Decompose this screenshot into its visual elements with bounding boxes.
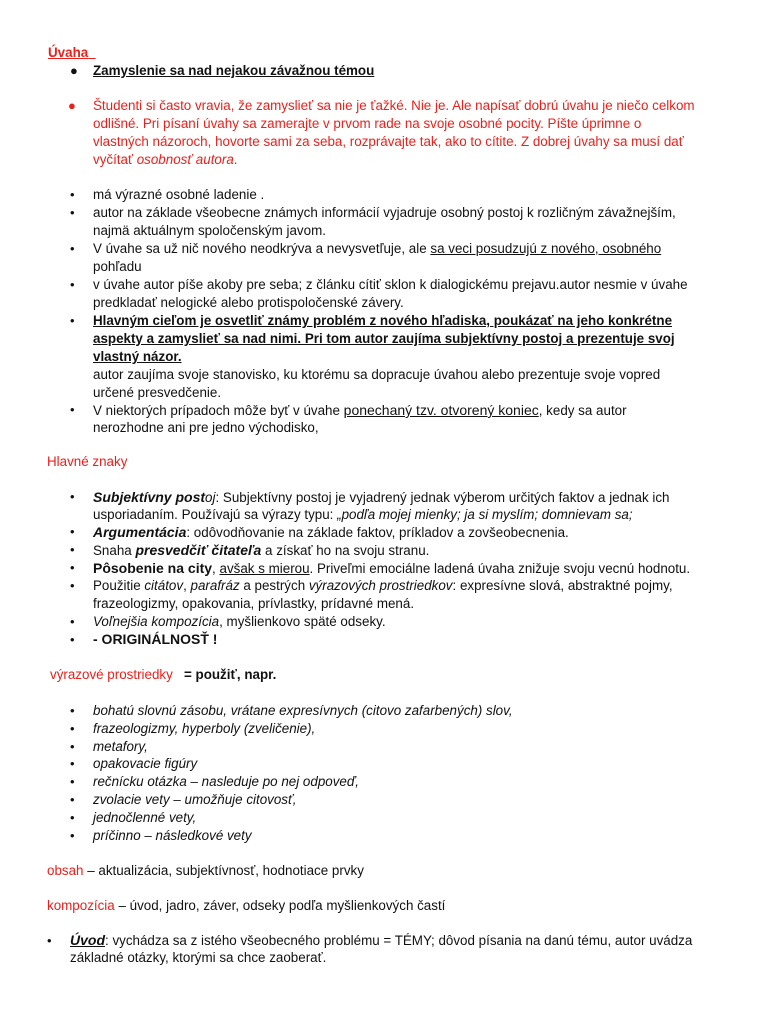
intro-part-item: Úvod: vychádza sa z istého všeobecného problému = TÉMY; dôvod písania na danú tému, autor uvádza	[70, 932, 693, 948]
expressive-means-item: príčinno – následkové vety	[93, 827, 252, 843]
page-title: Úvaha	[48, 45, 89, 60]
composition-line: kompozícia – úvod, jadro, záver, odseky podľa myšlienkových častí	[47, 898, 446, 913]
content-line: obsah – aktualizácia, subjektívnosť, hodnotiace prvky	[47, 863, 364, 878]
char-item-5: Hlavným cieľom je osvetliť známy problém z nového hľadiska, poukázať na jeho konkrétne	[93, 313, 673, 328]
expressive-means-item: frazeologizmy, hyperboly (zveličenie),	[93, 720, 316, 736]
feature-item-5: Použitie citátov, parafráz a pestrých výrazových prostriedkov: expresívne slová, abstraktné pojmy,	[93, 578, 673, 593]
bullet: •	[70, 756, 75, 772]
bullet: •	[70, 774, 75, 790]
subtitle-item: Zamyslenie sa nad nejakou závažnou témou	[93, 63, 375, 78]
bullet: ●	[70, 63, 78, 78]
char-item-6: V niektorých prípadoch môže byť v úvahe ponechaný tzv. otvorený koniec, kedy sa autor	[93, 402, 627, 418]
char-item-6-cont: nerozhodne ani pre jedno východisko,	[93, 420, 319, 435]
bullet: •	[70, 241, 75, 256]
char-item-3: V úvahe sa už nič nového neodkrýva a nevysvetľuje, ale sa veci posudzujú z nového, osobného	[93, 241, 662, 256]
intro-line-3: vlastných názoroch, hovorte sami za seba, rozprávajte tak, ako to cítite. Z dobrej úvahy sa musí dať	[93, 134, 684, 149]
feature-item-7: - ORIGINÁLNOSŤ !	[93, 631, 218, 647]
bullet: •	[70, 277, 75, 292]
bullet: •	[70, 703, 75, 718]
char-item-5-cont-2: vlastný názor.	[93, 349, 182, 364]
bullet: •	[70, 809, 75, 825]
char-item-5-cont-1: aspekty a zamyslieť sa nad nimi. Pri tom autor zaujíma subjektívny postoj a prezentuje svoj	[93, 331, 675, 346]
expressive-means-item: jednočlenné vety,	[93, 809, 197, 825]
section-heading-expressive-means: výrazové prostriedky = použiť, napr.	[50, 667, 277, 682]
bullet: •	[70, 720, 75, 736]
bullet: •	[70, 827, 75, 843]
char-item-2-cont: najmä aktuálnym spoločenským javom.	[93, 223, 326, 238]
char-item-4-cont: predkladať nelogické alebo protispoločenské závery.	[93, 295, 404, 310]
feature-item-5-cont: frazeologizmy, opakovania, prívlastky, prídavné mená.	[93, 596, 415, 611]
bullet: •	[70, 738, 75, 754]
bullet: •	[70, 542, 75, 557]
feature-item-1-cont: usporiadaním. Používajú sa výrazy typu: „podľa mojej mienky; ja si myslím; domnievam sa;	[93, 507, 633, 522]
intro-line-2: odlišné. Pri písaní úvahy sa zamerajte v prvom rade na svoje osobné pocity. Píšte úprimne o	[93, 116, 642, 131]
bullet: •	[70, 313, 75, 328]
char-item-5-cont-4: určené presvedčenie.	[93, 385, 222, 400]
expressive-means-item: opakovacie figúry	[93, 756, 198, 772]
intro-line-4: vyčítať osobnosť autora.	[93, 152, 238, 167]
bullet: •	[70, 524, 75, 539]
bullet: •	[70, 578, 75, 593]
bullet: •	[70, 187, 75, 202]
bullet: •	[70, 489, 75, 504]
feature-item-2: Argumentácia: odôvodňovanie na základe faktov, príkladov a zovšeobecnenia.	[93, 524, 569, 540]
bullet: •	[47, 933, 52, 948]
feature-item-1: Subjektívny postoj: Subjektívny postoj je vyjadrený jednak výberom určitých faktov a jednak ich	[93, 489, 670, 505]
bullet: ●	[68, 98, 76, 113]
intro-line-1: Študenti si často vravia, že zamyslieť sa nie je ťažké. Nie je. Ale napísať dobrú úvahu je niečo celkom	[93, 98, 695, 113]
expressive-means-item: metafory,	[93, 738, 148, 754]
bullet: •	[70, 402, 75, 417]
char-item-2: autor na základe všeobecne známych informácií vyjadruje osobný postoj k rozličným závažnejším,	[93, 205, 676, 220]
bullet: •	[70, 560, 75, 575]
char-item-4: v úvahe autor píše akoby pre seba; z článku cítiť sklon k dialogickému prejavu.autor nesmie v úvahe	[93, 277, 688, 292]
feature-item-4: Pôsobenie na city, avšak s mierou. Priveľmi emociálne ladená úvaha znižuje svoju vecnú hodnotu.	[93, 560, 691, 576]
char-item-3-cont: pohľadu	[93, 259, 142, 274]
intro-part-item-cont: základné otázky, ktorými sa chce zaoberať.	[70, 950, 327, 965]
section-heading-main-features: Hlavné znaky	[47, 454, 128, 469]
bullet: •	[70, 205, 75, 220]
expressive-means-item: bohatú slovnú zásobu, vrátane expresívnych (citovo zafarbených) slov,	[93, 703, 513, 718]
feature-item-3: Snaha presvedčiť čitateľa a získať ho na svoju stranu.	[93, 542, 430, 558]
bullet: •	[70, 792, 75, 807]
expressive-means-item: rečnícku otázka – nasleduje po nej odpoveď,	[93, 774, 359, 790]
expressive-means-item: zvolacie vety – umožňuje citovosť,	[93, 792, 297, 807]
feature-item-6: Voľnejšia kompozícia, myšlienkovo späté odseky.	[93, 614, 386, 629]
bullet: •	[70, 614, 75, 629]
bullet: •	[70, 632, 75, 647]
char-item-1: má výrazné osobné ladenie .	[93, 187, 265, 202]
char-item-5-cont-3: autor zaujíma svoje stanovisko, ku ktorému sa dopracuje úvahou alebo prezentuje svoje vopred	[93, 367, 661, 382]
